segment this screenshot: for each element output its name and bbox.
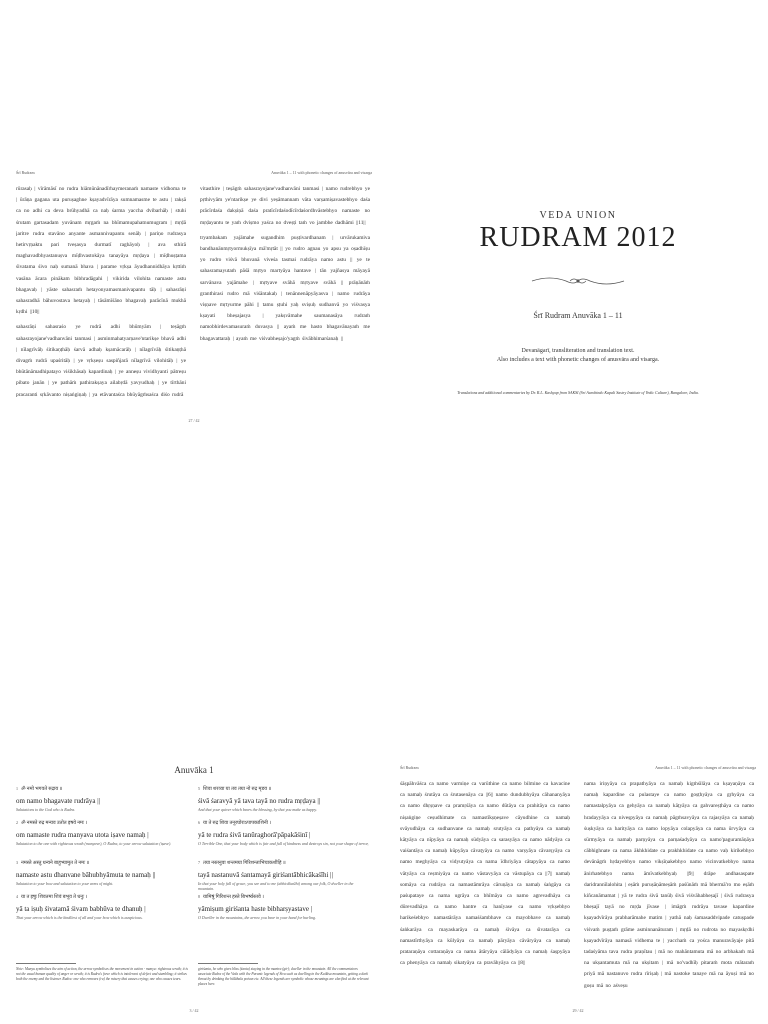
- transliteration-text: yā te rudra śivā tanūraghorā'pāpakāśinī |: [198, 831, 311, 839]
- translation-text: O Dweller in the mountains, the arrow you bear in your hand for hurling.: [198, 915, 316, 920]
- verse-number: 7: [198, 860, 200, 865]
- transliteration-text: śivā śaravyā yā tava tayā no rudra mṛḍaya ||: [198, 797, 321, 805]
- paragraph: vitasthire | teṣāgṁ sahasrayojane'vadhanvāni tanmasi | namo rudrebhyo ye pṛthivyām ye'ntarikṣe ye divi yeṣāmannam vāta varṣamiṣavastebhyo daśa prācīrdaśa dakṣiṇā daśa pratīcīrdaśodīcīrdaśordhvāstebhyo namaste no mṛḍayantu te yaṁ dviṣmo yaśca no dveṣṭi taṁ vo jambhe dadhāmi ||11||: [200, 186, 370, 226]
- verse: [16, 851, 188, 886]
- devanagari-text: नमस्ते अस्तु धन्वने बाहुभ्यामुत ते नमः ॥: [21, 861, 90, 866]
- page-number: 3 / 42: [189, 1008, 199, 1013]
- description-line-1: Devanāgarī, transliteration and translation text.: [521, 348, 635, 354]
- devanagari-text: यामिषुं गिरिशन्त हस्ते बिभर्ष्यस्तवे ।: [203, 895, 264, 900]
- page-bottom-left: [16, 765, 372, 1020]
- verse-number: 4: [16, 894, 18, 899]
- section-title: Anuvāka 1: [174, 765, 214, 775]
- transliteration-text: yā ta iṣuḥ śivatamā śivam babhūva te dhanuḥ |: [16, 905, 146, 913]
- document-title: RUDRAM 2012: [479, 222, 677, 253]
- document-subtitle: Śrī Rudram Anuvāka 1 – 11: [533, 311, 623, 320]
- text-column-right: [200, 184, 370, 345]
- transliteration-text: om namaste rudra manyava utota iṣave namaḥ |: [16, 831, 149, 839]
- paragraph: rūrasaḥ | vīrāmāsī no rudra hiāmūnānadīrhaymeranaṁ namaste vidhoma te | ūrāṇa gagana uta puruṣaghne kṣayadvīrāya sumnamasme te astu | rakṣā ca no adhi ca deva brūhyadhā ca naḥ śarma yaccha dvibarhāḥ | stuhi śrutam gartasadam yuvānam mṛgaṁ na bhīmamupahatnumugram | mṛḍā jaritre rudra stavāno anyante asmannivapantu senāḥ | pariṇo rudrasya hetirvṛṇaktu pari tveṣasya durmatī raghāyoḥ | ava sthirā maghavadbhyastanuṣva mīḍhvastokāya tanayāya mṛḍaya | mīḍhuṣṭama śivatama śivo naḥ sumanā bhava | parame vṛkṣa āyudhannidhāya kṛttiṁ vasāna ācara pinākam bibhradāgahi | vikirida vilohita namaste astu bhagavaḥ | yāste sahasraṁ hetayonyamasmanivapantu tāḥ | sahasrāṇi sahasradhā bāhuvostava hetayaḥ | tāsāmīśāno bhagavaḥ parācīnā mukhā kṛdhi ||10||: [16, 186, 186, 316]
- paragraph: tryambakam yajāmahe sugandhim puṣṭivardhanam | urvārukamiva bandhanānmṛtyormukṣīya mā'mṛtāt || yo rudro agnau yo apsu ya oṣadhīṣu yo rudro viśvā bhuvanā viveśa tasmai rudrāya namo astu || ye te sahasramayutaṁ pāśā mṛtyo martyāya hantave | tān yajñasya māyayā sarvānava yajāmahe | mṛtyave svāhā mṛtyave svāhā || prāṇānāṁ granthirasi rudro mā viśāntakaḥ | tenānnenāpyāyasva | namo rudrāya viṣṇave mṛtyurme pāhi || tamu ṣṭuhi yaḥ sviṣuḥ sudhanvā yo viśvasya kṣayati bheṣajasya | yakṣvāmahe saumanasāya rudraṁ namobhirdevamasuraṁ duvasya || ayaṁ me hasto bhagavānayaṁ me bhagavattaraḥ | ayaṁ me viśvabheṣajo'yagṁ śivābhimarśanaḥ ||: [200, 234, 370, 342]
- translation-text: That your arrow which is the kindliest of all and your bow which is auspicious.: [16, 915, 143, 920]
- text-column-left: [400, 779, 570, 969]
- page-top-left: [16, 170, 372, 430]
- transliteration-text: namaste astu dhanvane bāhubhyāmuta te namaḥ ||: [16, 871, 156, 879]
- translation-text: Salutation to the one with righteous wrath (manyave), O Rudra, to your arrow salutation (iṣave).: [16, 841, 172, 846]
- credit-line: Translations and additional commentaries by Dr. R.L. Kashyap from SAKSI (Sri Aurobindo Kapali Sastry Institute of Vedic Culture), Bangalore, India.: [457, 390, 699, 395]
- page-top-right: [400, 170, 756, 430]
- verse: [16, 885, 188, 920]
- verse-number: 1: [16, 786, 18, 791]
- header-left: Śrī Rudram: [400, 765, 419, 770]
- verse: [16, 777, 188, 812]
- verse-number: 8: [198, 894, 200, 899]
- ornament-divider: [530, 274, 626, 286]
- translation-text: In that your holy fall of grace, you see and to me (abhicākaśīhi) among our folk, O dweller in the mountain.: [198, 881, 354, 891]
- text-column-right: [584, 779, 754, 1011]
- footnote: giriśanta, he who gives bliss (śanta) staying in the mantra (gir); dweller in the mountain. All the commentators associate Rudra of the Veda with the Puranic legends of Śiva such as dwelling in the Kailāsa mountain, getting a dark throat by drinking the hālāhala poison etc. All these legends are symbolic whose meanings are clarified at the relevant places here.: [198, 967, 369, 986]
- organization-name: VEDA UNION: [539, 210, 617, 221]
- page-header: [400, 765, 756, 770]
- page-header: [16, 170, 372, 175]
- footnote-rule: [198, 963, 258, 964]
- translation-text: O Terrible One, that your body which is fair and full of kindness and destroys sin, not your shape of terror,: [198, 841, 369, 846]
- verse-number: 3: [16, 860, 18, 865]
- paragraph: sahasrāṇi sahasraśo ye rudrā adhi bhūmyām | teṣāgṁ sahasrayojane'vadhanvāni tanmasi | asminmahatyarṇave'ntarikṣe bhavā adhi | nīlagrīvāḥ śitikaṇṭhāḥ śarvā adhaḥ kṣamācarāḥ | nīlagrīvāḥ śitikaṇṭhā divagṁ rudrā upaśritāḥ | ye vṛkṣeṣu saspiñjarā nīlagrīvā vilohitāḥ | ye bhūtānāmadhipatayo viśikhāsaḥ kapardinaḥ | ye anneṣu vividhyanti pātreṣu pibato janān | ye pathāṁ pathirakṣaya ailabṛdā yavyudhaḥ | ye tīrthāni pracaranti sṛkāvanto niṣaṅgiṇaḥ | ya etāvantaśca bhūyāgṁsaśca diśo rudrā: [16, 324, 186, 398]
- translation-text: And that your quiver which bears the blessing, by that you make us happy.: [198, 807, 317, 812]
- verse: [198, 777, 370, 812]
- page-bottom-right: [400, 765, 756, 1020]
- devanagari-text: ॐ नमस्ते रुद्र मन्यव उतोत इषवे नमः ।: [21, 821, 88, 826]
- verse-number: 5: [198, 786, 200, 791]
- header-right: Anuvāka 1 – 11 with phonetic changes of anusvāra and visarga: [271, 170, 372, 175]
- verse-number: 6: [198, 820, 200, 825]
- verse: [198, 885, 370, 920]
- transliteration-text: yāmiṣum giriśanta haste bibharṣyastave |: [198, 905, 313, 913]
- description-line-2: Also includes a text with phonetic changes of anusvāra and visarga.: [496, 357, 660, 363]
- devanagari-text: ॐ नमो भगवते रुद्राय ॥: [21, 787, 63, 792]
- verse: [198, 811, 370, 846]
- devanagari-text: या ते रुद्र शिवा तनूरघोराऽपापकाशिनी ।: [203, 821, 272, 826]
- paragraph: śāṣpāhvāśca ca namo varmiṇe ca varūthine ca namo bilmine ca kavacine ca namaḥ śrutāya ca śrutasenāya ca ||6|| namo dundubhyāya cāhananyāya ca namo dhṛṣṇave ca pramṛśāya ca namo dūtāya ca prahitāya ca namo niṣaṅgiṇe ceṣudhimate ca namastīkṣṇeṣave cāyudhine ca namaḥ svāyudhāya ca sudhanvane ca namaḥ srutyāya ca pathyāya ca namaḥ kāṭyāya ca nīpyāya ca namaḥ sūdyāya ca sarasyāya ca namo nādyāya ca vaiśantāya ca namaḥ kūpyāya cāvaṭyāya ca namo varṣyāya cāvarṣyāya ca namo meghyāya ca vidyutyāya ca nama īdhriyāya cātapyāya ca namo vātyāya ca reṣmiyāya ca namo vāstavyāya ca vāstupāya ca ||7|| namaḥ somāya ca rudrāya ca namastāmrāya cāruṇāya ca namaḥ śaṅgāya ca paśupataye ca nama ugrāya ca bhīmāya ca namo agrevadhāya ca dūrevadhāya ca namo hantre ca hanīyase ca namo vṛkṣebhyo harikeśebhyo namastārāya namaśśambhave ca mayobhave ca namaḥ śaṅkarāya ca mayaskarāya ca namaḥ śivāya ca śivatarāya ca namastīrthyāya ca kūlyāya ca namaḥ pāryāya cāvāryāya ca namaḥ prataraṇāya cottaraṇāya ca nama ātāryāya cālādyāya ca namaḥ śaṣpyāya ca phenyāya ca namaḥ sikatyāya ca pravāhyāya ca ||8||: [400, 781, 570, 967]
- page-number: 29 / 42: [572, 1008, 584, 1013]
- translation-text: Salutation to your bow and salutation to your arms of might.: [16, 881, 114, 886]
- translation-text: Salutations to the God who is Rudra.: [16, 807, 76, 812]
- header-right: Anuvāka 1 – 11 with phonetic changes of anusvāra and visarga: [655, 765, 756, 770]
- verse: [16, 811, 188, 846]
- footnote-rule: [16, 963, 76, 964]
- verse-number: 2: [16, 820, 18, 825]
- header-left: Śrī Rudram: [16, 170, 35, 175]
- text-column-left: [16, 184, 186, 401]
- devanagari-text: तया नस्तनुवा शन्तमया गिरिशन्ताभिचाकशीहि ॥: [203, 861, 286, 866]
- transliteration-text: om namo bhagavate rudrāya ||: [16, 797, 101, 805]
- page-number: 27 / 42: [188, 418, 200, 423]
- devanagari-text: शिवा शरव्या या तव तया नो रुद्र मृडय ॥: [203, 787, 272, 792]
- paragraph: nama iriṇyāya ca prapathyāya ca namaḥ kigṁśilāya ca kṣayaṇāya ca namaḥ kapardine ca pulastaye ca namo goṣṭhyāya ca gṛhyāya ca namastalpyāya ca gehyāya ca namaḥ kāṭyāya ca gahvareṣṭhāya ca namo hradayyāya ca niveṣpyāya ca namaḥ pāgṁsavyāya ca rajasyāya ca namaḥ śuṣkyāya ca harityāya ca namo lopyāya colapyāya ca nama ūrvyāya ca sūrmyāya ca namaḥ parṇyāya ca parṇaśadyāya ca namo'paguramāṇāya cābhighnate ca nama ākhkhidate ca prakhkhidate ca namo vaḥ kirikebhyo devānāgṁ hṛdayebhyo namo vikṣīṇakebhyo namo vicinvatkebhyo nama ānirhatebhyo nama āmīvatkebhyaḥ ||9|| drāpe andhasaspate daridrannīlalohita | eṣāṁ puruṣāṇāmeṣāṁ paśūnāṁ mā bhermā'ro mo eṣāṁ kiñcanāmamat | yā te rudra śivā tanūḥ śivā viśvāhabheṣajī | śivā rudrasya bheṣajī tayā no mṛḍa jīvase | imāgṁ rudrāya tavase kapardine kṣayadvīrāya prabharāmahe matim | yathā naḥ śamasaddvipade catuṣpade viśvaṁ puṣṭaṁ grāme asminnanāturam | mṛḍā no rudrota no mayaskṛdhi kṣayadvīrāya namasā vidhema te | yacchaṁ ca yośca manuravāyaje pitā tadaśyāma tava rudra praṇītau | mā no mahāntamuta mā no arbhakaṁ mā na ukṣantamuta mā na ukṣitam | mā no'vadhīḥ pitaraṁ mota mātaraṁ priyā mā nastanuvo rudra rīriṣaḥ | mā nastoke tanaye mā na āyuṣi mā no goṣu mā no aśveṣu: [584, 781, 754, 989]
- transliteration-text: tayā nastanuvā śantamayā giriśantābhicākaśīhi ||: [198, 871, 333, 879]
- devanagari-text: या त इषुः शिवतमा शिवं बभूव ते धनुः ।: [21, 895, 88, 900]
- footnote: Note: Manyu symbolises the aim of action, the arrow symbolises the movement in action - manyu: righteous wrath; it is not the usual human quality of anger or wrath; it is Rudra's force which is intolerant of defect and stumbling; it strikes both the enemy and the listener. Rudra: one who removes (ru) the misery that causes crying; one who causes tears.: [16, 967, 188, 981]
